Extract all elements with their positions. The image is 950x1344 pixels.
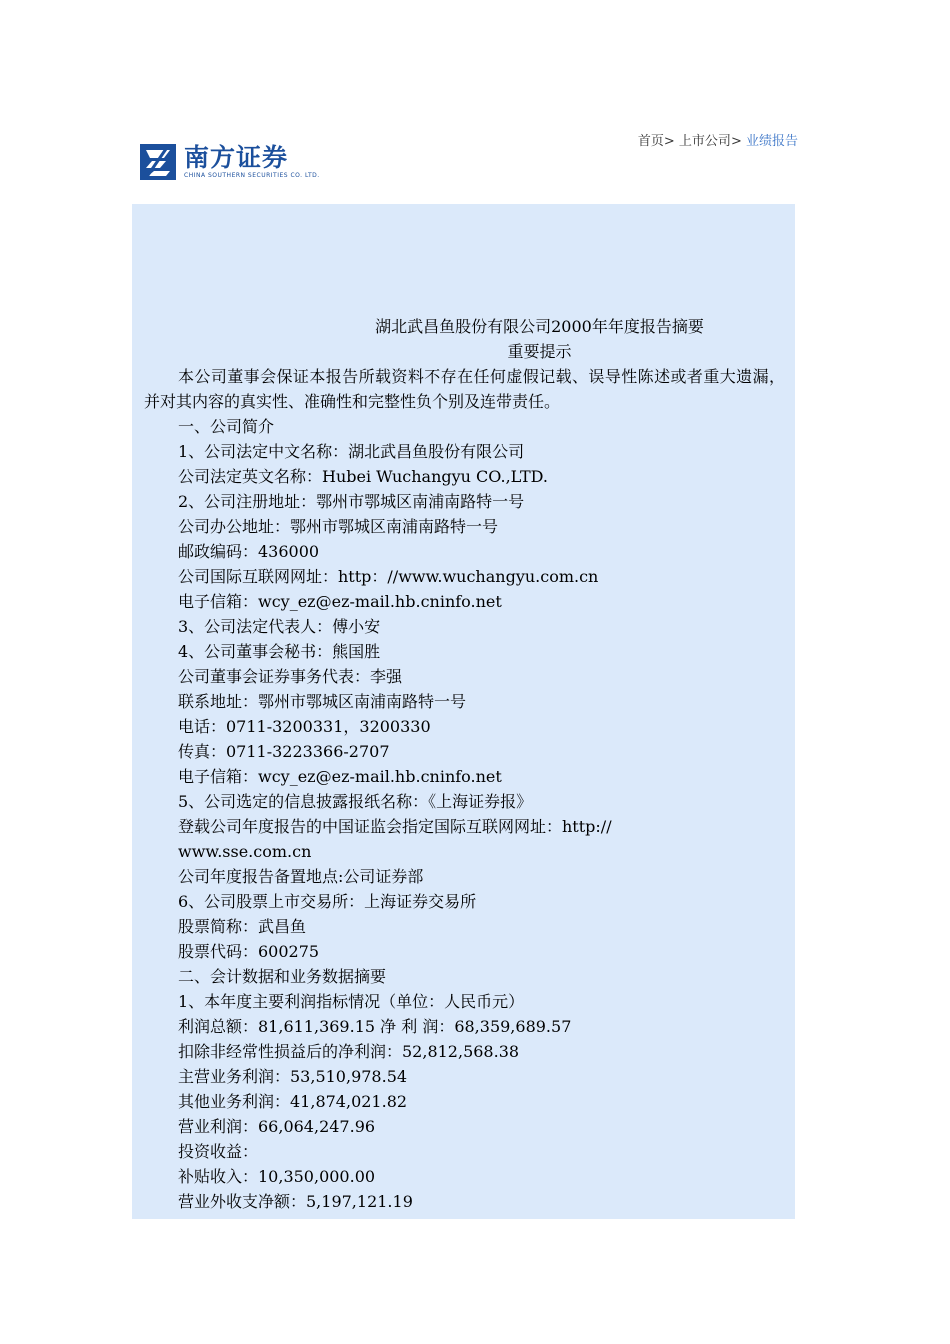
report-panel: [132, 204, 795, 1219]
logo-en-text: CHINA SOUTHERN SECURITIES CO. LTD.: [184, 172, 320, 179]
breadcrumb-current[interactable]: 业绩报告: [745, 134, 798, 149]
report-line: 4、公司董事会秘书：熊国胜: [178, 642, 381, 661]
report-line: 股票简称：武昌鱼: [178, 917, 307, 936]
report-line: 营业利润：66,064,247.96: [178, 1117, 376, 1136]
report-subtitle: 重要提示: [507, 342, 572, 361]
report-content: [144, 314, 785, 1214]
report-line: 公司国际互联网网址：http：//www.wuchangyu.com.cn: [178, 567, 599, 586]
report-line: 1、公司法定中文名称：湖北武昌鱼股份有限公司: [178, 442, 525, 461]
report-line: 其他业务利润：41,874,021.82: [178, 1092, 408, 1111]
report-line: 6、公司股票上市交易所：上海证券交易所: [178, 892, 477, 911]
report-line: www.sse.com.cn: [178, 842, 312, 861]
report-line: 电话：0711-3200331，3200330: [178, 717, 431, 736]
logo-mark-icon: [140, 144, 176, 180]
report-line: 联系地址：鄂州市鄂城区南浦南路特一号: [178, 692, 467, 711]
report-line: 公司法定英文名称：Hubei Wuchangyu CO.,LTD.: [178, 467, 548, 486]
breadcrumb-home[interactable]: 首页: [637, 134, 664, 149]
breadcrumb-separator: >: [663, 134, 675, 149]
report-line: 利润总额：81,611,369.15 净 利 润：68,359,689.57: [178, 1017, 572, 1036]
report-line: 扣除非经常性损益后的净利润：52,812,568.38: [178, 1042, 520, 1061]
report-line: 补贴收入：10,350,000.00: [178, 1167, 376, 1186]
report-line: 一、公司简介: [178, 417, 275, 436]
breadcrumb-separator: >: [730, 134, 742, 149]
logo-cn-text: 南方证券: [184, 143, 289, 172]
notice-paragraph: 本公司董事会保证本报告所载资料不存在任何虚假记载、误导性陈述或者重大遗漏，并对其内容的真实性、准确性和完整性负个别及连带责任。: [144, 367, 785, 411]
report-line: 二、会计数据和业务数据摘要: [178, 967, 387, 986]
report-line: 邮政编码：436000: [178, 542, 320, 561]
report-line: 3、公司法定代表人：傅小安: [178, 617, 381, 636]
report-line: 公司年度报告备置地点:公司证券部: [178, 867, 424, 886]
report-line: 主营业务利润：53,510,978.54: [178, 1067, 408, 1086]
report-line: 1、本年度主要利润指标情况（单位：人民币元）: [178, 992, 525, 1011]
report-line: 股票代码：600275: [178, 942, 320, 961]
breadcrumb: [638, 130, 798, 149]
report-line: 传真：0711-3223366-2707: [178, 742, 390, 761]
logo[interactable]: [140, 140, 320, 184]
report-line: 公司办公地址：鄂州市鄂城区南浦南路特一号: [178, 517, 499, 536]
report-line: 营业外收支净额：5,197,121.19: [178, 1192, 413, 1211]
report-line: 登载公司年度报告的中国证监会指定国际互联网网址：http://: [178, 817, 612, 836]
report-line: 投资收益：: [178, 1142, 259, 1161]
breadcrumb-listed-companies[interactable]: 上市公司: [678, 134, 731, 149]
report-line: 电子信箱：wcy_ez@ez-mail.hb.cninfo.net: [178, 767, 502, 786]
report-line: 电子信箱：wcy_ez@ez-mail.hb.cninfo.net: [178, 592, 502, 611]
report-line: 公司董事会证券事务代表：李强: [178, 667, 403, 686]
report-line: 5、公司选定的信息披露报纸名称：《上海证券报》: [178, 792, 533, 811]
report-lines: [144, 414, 785, 1214]
report-line: 2、公司注册地址：鄂州市鄂城区南浦南路特一号: [178, 492, 525, 511]
report-title: 湖北武昌鱼股份有限公司2000年年度报告摘要: [375, 317, 704, 336]
